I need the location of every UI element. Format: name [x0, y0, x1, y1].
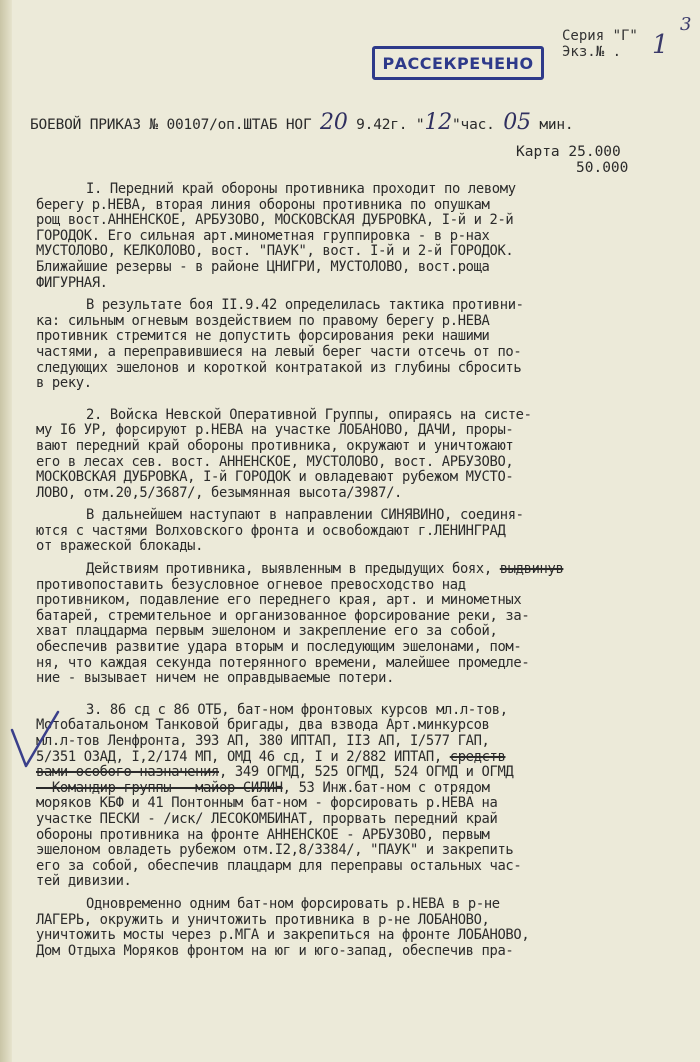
series-block [562, 28, 638, 60]
text-line: его за собой, обеспечив плацдарм для переправы остальных час- [36, 857, 522, 874]
text-line: МОСКОВСКАЯ ДУБРОВКА, I-й ГОРОДОК и овладевают рубежом МУСТО- [36, 469, 514, 486]
map-label: Карта 25.000 [516, 144, 621, 160]
text-line: участке ПЕСКИ - /иск/ ЛЕСОКОМБИНАТ, прорвать передний край [36, 810, 498, 827]
text-line: противник стремится не допустить форсирования реки нашими [36, 328, 490, 345]
paragraph-section-3-simultaneous [36, 897, 696, 959]
text-fragment: Действиям противника, выявленным в предыдущих боях, [86, 561, 492, 578]
map-second: 50.000 [576, 160, 629, 176]
text-line: вают передний край обороны противника, окружают и уничтожают [36, 437, 514, 454]
text-line: 3. 86 сд с 86 ОТБ, бат-ном фронтовых курсов мл.л-тов, [86, 701, 508, 718]
text-line: хват плацдарма первым эшелоном и закрепление его за собой, [36, 623, 498, 640]
text-line: противопоставить безусловное огневое превосходство над [36, 576, 466, 593]
text-line: обеспечив развитие удара вторым и последующим эшелонами, пом- [36, 639, 522, 656]
text-line: Одновременно одним бат-ном форсировать р.НЕВА в р-не [86, 895, 500, 912]
declassified-stamp [372, 46, 544, 80]
text-line: I. Передний край обороны противника проходит по левому [86, 181, 516, 197]
text-line: ФИГУРНАЯ. [36, 274, 108, 291]
text-line: его в лесах сев. вост. АННЕНСКОЕ, МУСТОЛОВО, вост. АРБУЗОВО, [36, 453, 514, 470]
order-date-rest: 9.42г. " [356, 117, 425, 133]
stamp-text: РАССЕКРЕЧЕНО [382, 53, 534, 73]
paragraph-section-2 [36, 408, 696, 502]
paragraph-section-3 [36, 703, 696, 890]
text-line: мл.л-тов Ленфронта, 393 АП, 380 ИПТАП, II3 АП, I/577 ГАП, [36, 733, 490, 749]
text-fragment: , 349 ОГМД, 525 ОГМД, 524 ОГМД и ОГМД [219, 764, 514, 781]
text-line: ГОРОДОК. Его сильная арт.минометная группировка - в р-нах [36, 227, 490, 244]
text-line: уничтожить мосты через р.МГА и закрепиться на фронте ЛОБАНОВО, [36, 927, 530, 944]
paragraph-section-2-next [36, 508, 696, 555]
text-line: от вражеской блокады. [36, 538, 204, 555]
text-line: тей дивизии. [36, 873, 132, 890]
text-line: Дом Отдыха Моряков фронтом на юг и юго-запад, обеспечив пра- [36, 942, 514, 959]
text-line: в реку. [36, 375, 92, 392]
series-line: Серия "Г" [562, 28, 638, 44]
order-minute: 05 [503, 110, 531, 135]
order-body [36, 182, 696, 966]
text-line: ются с частями Волховского фронта и освобождают г.ЛЕНИНГРАД [36, 522, 506, 539]
text-line [36, 765, 696, 781]
handwritten-copy-number: 1 [652, 30, 669, 60]
struck-word: выдвинув [499, 561, 564, 578]
paragraph-section-2-actions [36, 562, 696, 687]
handwritten-page-number: 3 [680, 14, 692, 35]
text-line: Мотобатальоном Танковой бригады, два взвода Арт.минкурсов [36, 717, 490, 734]
text-line: Ближайшие резервы - в районе ЦНИГРИ, МУСТОЛОВО, вост.роща [36, 258, 490, 275]
order-prefix: БОЕВОЙ ПРИКАЗ № 00107/оп.ШТАБ НОГ [30, 117, 312, 133]
text-line: ня, что каждая секунда потерянного времени, малейшее промедле- [36, 654, 530, 671]
text-line: му I6 УР, форсируют р.НЕВА на участке ЛОБАНОВО, ДАЧИ, проры- [36, 422, 514, 439]
text-line: ЛАГЕРЬ, окружить и уничтожить противника в р-не ЛОБАНОВО, [36, 911, 490, 928]
text-fragment: 5/351 ОЗАД, I,2/174 МП, ОМД 46 сд, I и 2/882 ИПТАП, [36, 748, 442, 765]
struck-text: вами особого назначения [36, 764, 219, 781]
handwritten-checkmark-icon [4, 708, 64, 778]
text-line: рощ вост.АННЕНСКОЕ, АРБУЗОВО, МОСКОВСКАЯ ДУБРОВКА, I-й и 2-й [36, 212, 514, 229]
order-hour-label: "час. [452, 117, 495, 133]
text-line: следующих эшелонов и короткой контратакой из глубины сбросить [36, 359, 522, 376]
order-minute-label: мин. [539, 117, 574, 133]
text-line: 2. Войска Невской Оперативной Группы, опираясь на систе- [86, 406, 532, 423]
paragraph-section-1 [36, 182, 696, 291]
text-line: противником, подавление его переднего края, арт. и минометных [36, 592, 522, 609]
text-line: В результате боя II.9.42 определилась тактика противни- [86, 297, 524, 314]
order-hour: 12 [424, 110, 453, 135]
map-reference [516, 144, 628, 176]
text-line [36, 781, 696, 797]
text-line: моряков КБФ и 41 Понтонным бат-ном - форсировать р.НЕВА на [36, 795, 498, 812]
binding-edge [0, 0, 12, 1062]
paragraph-section-1-tactics [36, 298, 696, 392]
text-line [36, 750, 696, 766]
text-line: ЛОВО, отм.20,5/3687/, безымянная высота/3987/. [36, 484, 402, 501]
text-line: батарей, стремительное и организованное форсирование реки, за- [36, 607, 530, 624]
struck-text: средств [449, 748, 506, 765]
text-line: ка: сильным огневым воздействием по правому берегу р.НЕВА [36, 312, 490, 329]
text-line: обороны противника на фронте АННЕНСКОЕ - АРБУЗОВО, первым [36, 826, 490, 843]
text-line: МУСТОЛОВО, КЕЛКОЛОВО, вост. "ПАУК", вост. I-й и 2-й ГОРОДОК. [36, 243, 514, 260]
text-fragment: , 53 Инж.бат-ном с отрядом [282, 779, 490, 796]
copy-line: Экз.№ . [562, 44, 622, 60]
text-line: В дальнейшем наступают в направлении СИНЯВИНО, соединя- [86, 507, 524, 524]
text-line: частями, а переправившиеся на левый берег части отсечь от по- [36, 343, 522, 360]
text-line: ние - вызывает ничем не оправдываемые потери. [36, 670, 395, 687]
order-header [30, 110, 700, 135]
text-line [36, 562, 696, 578]
struck-text: - Командир группы - майор СИЛИН [36, 779, 283, 796]
order-day: 20 [320, 110, 348, 135]
text-line: берегу р.НЕВА, вторая линия обороны противника по опушкам [36, 196, 490, 213]
text-line: эшелоном овладеть рубежом отм.I2,8/3384/, "ПАУК" и закрепить [36, 842, 514, 859]
